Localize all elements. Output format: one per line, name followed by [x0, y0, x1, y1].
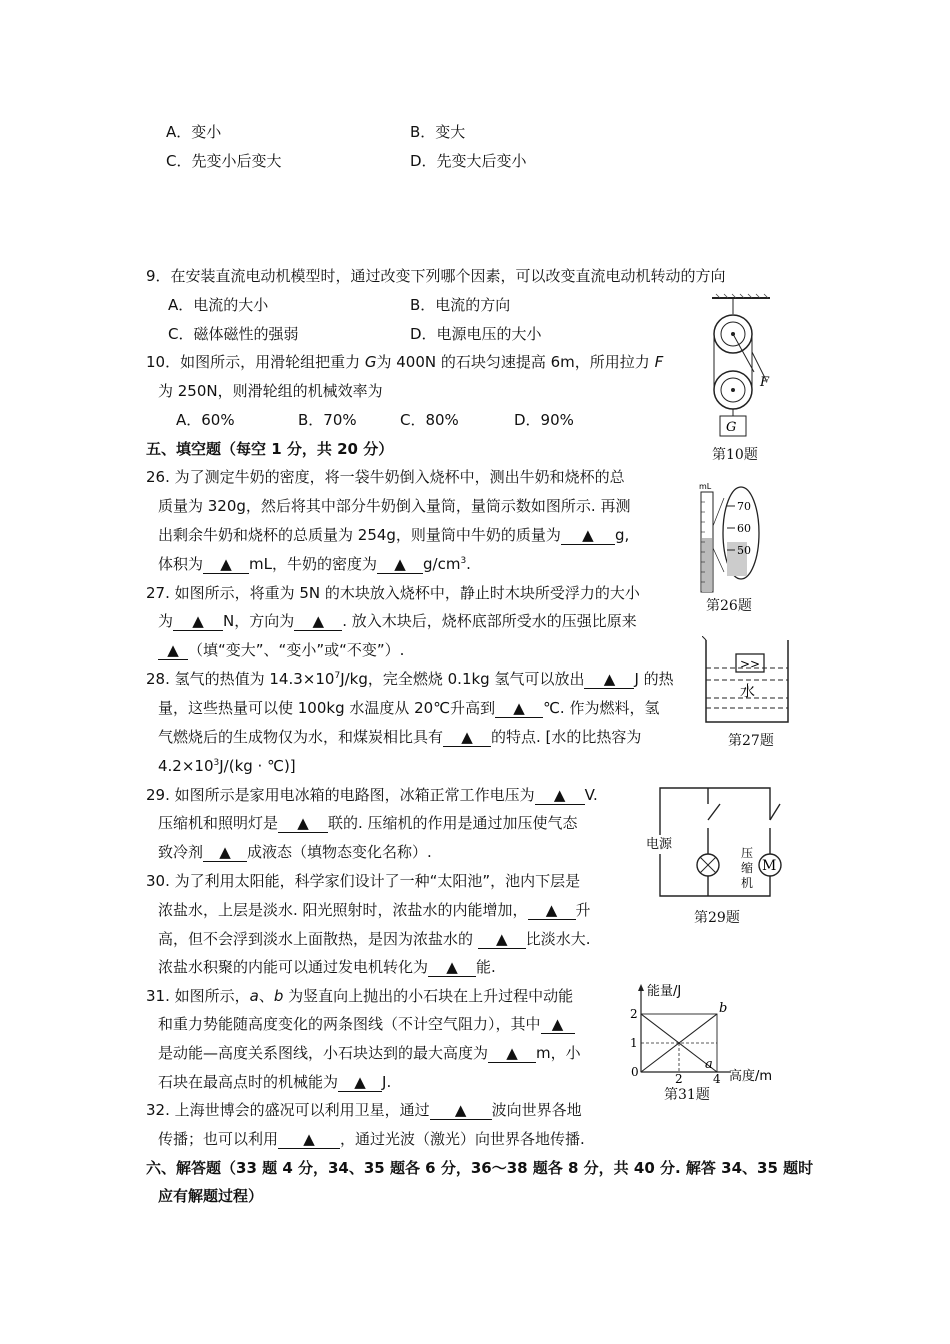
caption-fig27: 第27题	[728, 733, 774, 749]
answer-blank[interactable]: ▲	[584, 670, 634, 689]
q10-option-c: C．80%	[400, 411, 459, 429]
svg-text:2: 2	[675, 1072, 683, 1086]
switch-light	[708, 804, 720, 820]
label-a: a	[705, 1057, 713, 1072]
q26-line2: 质量为 320g，然后将其中部分牛奶倒入量筒，量筒示数如图所示. 再测	[158, 497, 631, 515]
q27-line2: 为 ▲ N，方向为 ▲ . 放入木块后，烧杯底部所受水的压强比原来	[158, 612, 637, 630]
mark-60: 60	[737, 522, 751, 535]
section-6-heading-line2: 应有解题过程）	[158, 1187, 264, 1205]
q31-line1: 31. 如图所示，a、b 为竖直向上抛出的小石块在上升过程中动能	[146, 987, 574, 1005]
caption-fig29: 第29题	[694, 910, 740, 926]
answer-blank[interactable]: ▲	[278, 814, 328, 833]
q10-line2: 为 250N，则滑轮组的机械效率为	[158, 382, 383, 400]
svg-text:1: 1	[630, 1036, 638, 1050]
answer-blank[interactable]: ▲	[528, 901, 576, 920]
svg-text:4: 4	[713, 1072, 721, 1086]
section-5-heading: 五、填空题（每空 1 分，共 20 分）	[146, 440, 394, 458]
q10-line1: 10．如图所示，用滑轮组把重力 G为 400N 的石块匀速提高 6m，所用拉力 F	[146, 353, 664, 371]
q26-line4: 体积为 ▲ mL，牛奶的密度为 ▲ $g/cm^3$.	[158, 555, 471, 573]
q30-line2: 浓盐水，上层是淡水. 阳光照射时，浓盐水的内能增加， ▲ 升	[158, 901, 591, 919]
figure-energy-graph	[625, 982, 785, 1086]
q10-option-a: A．60%	[176, 411, 235, 429]
answer-blank[interactable]: ▲	[561, 526, 615, 545]
x-axis-label: 高度/m	[729, 1069, 773, 1084]
answer-blank[interactable]: ▲	[377, 555, 423, 574]
answer-blank[interactable]: ▲	[173, 612, 223, 631]
q29-line2: 压缩机和照明灯是 ▲ 联的. 压缩机的作用是通过加压使气态	[158, 814, 578, 832]
q32-line1: 32. 上海世博会的盛况可以利用卫星，通过 ▲ 波向世界各地	[146, 1101, 582, 1119]
label-f: F	[760, 375, 770, 390]
figure-fridge-circuit	[646, 780, 796, 902]
caption-fig31: 第31题	[664, 1087, 710, 1103]
answer-blank[interactable]: ▲	[203, 843, 247, 862]
y-axis-label: 能量/J	[647, 984, 682, 999]
figure-beaker	[702, 636, 794, 728]
q9-option-d: D．电源电压的大小	[410, 325, 542, 343]
q26-line3: 出剩余牛奶和烧杯的总质量为 254g，则量筒中牛奶的质量为 ▲ g,	[158, 526, 630, 544]
q29-line1: 29. 如图所示是家用电冰箱的电路图，冰箱正常工作电压为 ▲ V.	[146, 786, 598, 804]
switch-compressor	[770, 804, 780, 820]
q27-line3: ▲ （填“变大”、“变小”或“不变”）.	[158, 640, 404, 660]
q29-line3: 致冷剂 ▲ 成液态（填物态变化名称）.	[158, 843, 432, 861]
q28-line2: 量，这些热量可以使 100kg 水温度从 20℃升高到 ▲ ℃. 作为燃料，氢	[158, 699, 660, 717]
q10-option-b: B．70%	[298, 411, 357, 429]
answer-blank[interactable]: ▲	[278, 1130, 340, 1149]
label-ml: mL	[699, 482, 712, 491]
q8-option-a: A．变小	[166, 123, 222, 141]
q30-line1: 30. 为了利用太阳能，科学家们设计了一种“太阳池”，池内下层是	[146, 872, 581, 890]
answer-blank[interactable]: ▲	[430, 1101, 492, 1120]
q28-line4: $4.2\times 10^3J/(kg$ · ℃)]	[158, 757, 296, 775]
q10-option-d: D．90%	[514, 411, 574, 429]
mark-70: 70	[737, 500, 751, 513]
q9-option-a: A．电流的大小	[168, 296, 269, 314]
q9-option-c: C．磁体磁性的强弱	[168, 325, 299, 343]
answer-blank[interactable]: ▲	[495, 699, 543, 718]
label-g: G	[726, 420, 737, 435]
answer-blank[interactable]: ▲	[203, 555, 249, 574]
svg-text:机: 机	[741, 876, 754, 890]
q30-line3: 高，但不会浮到淡水上面散热，是因为浓盐水的 ▲ 比淡水大.	[158, 930, 591, 948]
q8-option-b: B．变大	[410, 123, 466, 141]
caption-fig10: 第10题	[712, 447, 758, 463]
svg-text:2: 2	[630, 1007, 638, 1021]
answer-blank[interactable]: ▲	[443, 728, 491, 747]
figure-pulley-system	[706, 292, 776, 442]
caption-fig26: 第26题	[706, 598, 752, 614]
label-b: b	[719, 1001, 728, 1016]
label-power-source: 电源	[646, 837, 673, 852]
q9-option-b: B．电流的方向	[410, 296, 511, 314]
answer-blank[interactable]: ▲	[428, 958, 476, 977]
answer-blank[interactable]: ▲	[478, 930, 526, 949]
svg-text:缩: 缩	[741, 861, 754, 875]
q30-line4: 浓盐水积聚的内能可以通过发电机转化为 ▲ 能.	[158, 958, 496, 976]
label-water: 水	[740, 682, 756, 700]
q32-line2: 传播；也可以利用 ▲ ，通过光波（激光）向世界各地传播.	[158, 1130, 585, 1148]
label-motor: M	[762, 858, 777, 874]
q28-line3: 气燃烧后的生成物仅为水，和煤炭相比具有 ▲ 的特点. [水的比热容为	[158, 728, 642, 746]
q27-line1: 27. 如图所示，将重为 5N 的木块放入烧杯中，静止时木块所受浮力的大小	[146, 584, 640, 602]
q28-line1: 28. 氢气的热值为 $14.3\times 10^7J/kg$，完全燃烧 0.1kg 氢气可以放出 ▲ J 的热	[146, 670, 674, 688]
section-6-heading-line1: 六、解答题（33 题 4 分，34、35 题各 6 分，36～38 题各 8 分，共 40 分. 解答 34、35 题时	[146, 1159, 814, 1177]
q9-stem: 9．在安装直流电动机模型时，通过改变下列哪个因素，可以改变直流电动机转动的方向	[146, 267, 726, 285]
figure-measuring-cylinder	[693, 478, 783, 596]
svg-text:压: 压	[741, 846, 754, 860]
answer-blank[interactable]: ▲	[541, 1015, 575, 1034]
q31-line4: 石块在最高点时的机械能为 ▲ J.	[158, 1073, 392, 1091]
answer-blank[interactable]: ▲	[338, 1073, 382, 1092]
q8-option-c: C．先变小后变大	[166, 152, 282, 170]
answer-blank[interactable]: ▲	[294, 612, 342, 631]
mark-50: 50	[737, 544, 751, 557]
svg-text:0: 0	[631, 1065, 639, 1079]
answer-blank[interactable]: ▲	[158, 641, 188, 660]
answer-blank[interactable]: ▲	[488, 1044, 536, 1063]
answer-blank[interactable]: ▲	[535, 786, 585, 805]
q8-option-d: D．先变大后变小	[410, 152, 527, 170]
q26-line1: 26. 为了测定牛奶的密度，将一袋牛奶倒入烧杯中，测出牛奶和烧杯的总	[146, 468, 625, 486]
q31-line3: 是动能—高度关系图线，小石块达到的最大高度为 ▲ m，小	[158, 1044, 581, 1062]
q31-line2: 和重力势能随高度变化的两条图线（不计空气阻力），其中 ▲	[158, 1014, 575, 1034]
svg-text:>>: >>	[740, 657, 761, 671]
